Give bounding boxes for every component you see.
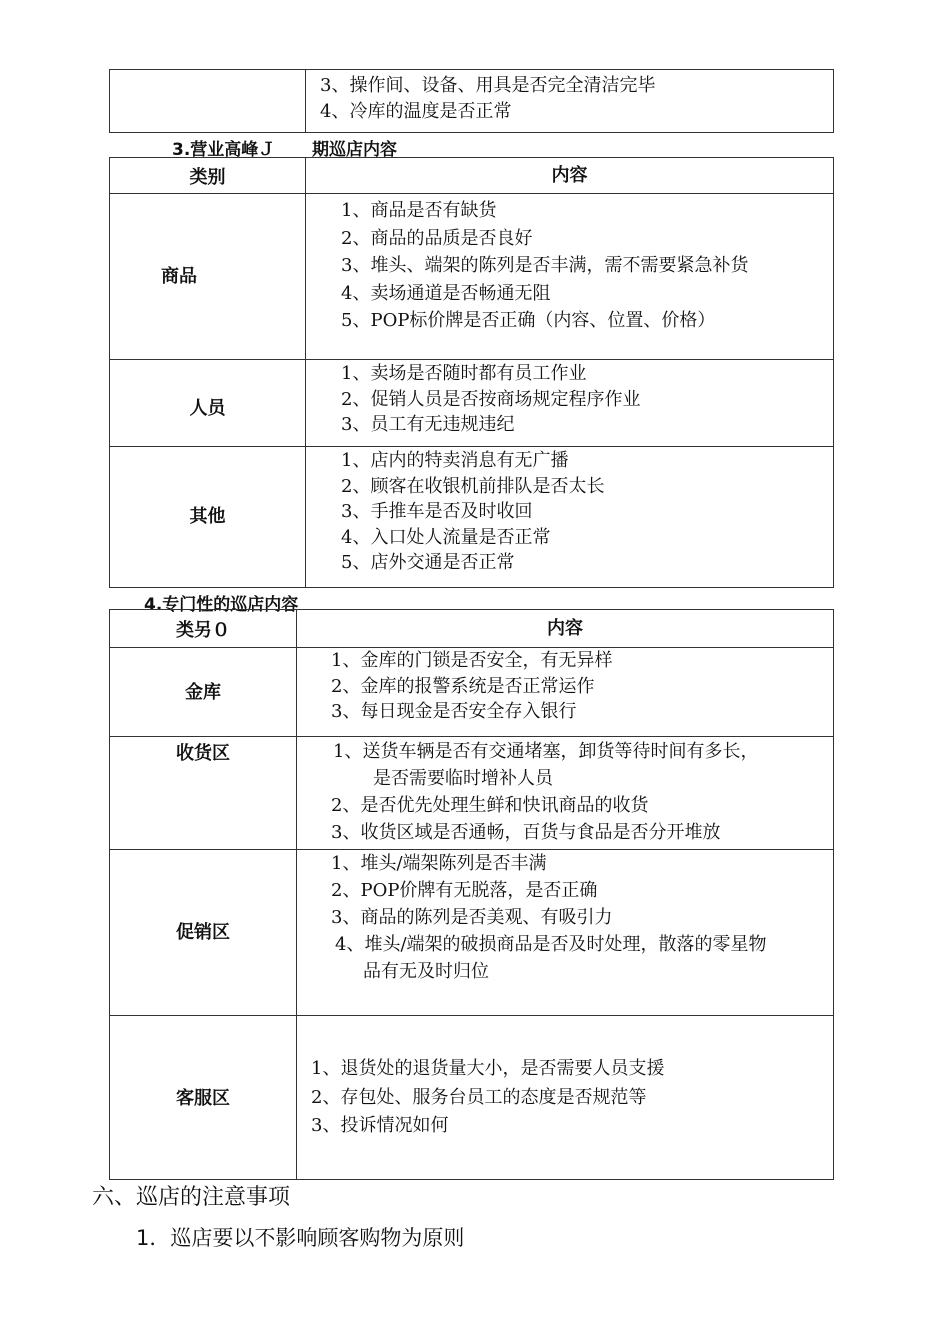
header-category: 类另０ <box>110 610 297 647</box>
content-line: 1、卖场是否随时都有员工作业 <box>341 363 587 384</box>
content-cell <box>306 194 833 359</box>
table-header-row <box>110 158 833 193</box>
content-line: 1、店内的特卖消息有无广播 <box>341 450 569 471</box>
category-cell <box>110 1016 297 1179</box>
content-line: 1、送货车辆是否有交通堵塞，卸货等待时间有多长， <box>333 741 759 762</box>
content-line: 3、商品的陈列是否美观、有吸引力 <box>331 907 613 928</box>
content-line: 3、堆头、端架的陈列是否丰满，需不需要紧急补货 <box>341 255 749 276</box>
table-header-row <box>110 610 833 647</box>
category-cell <box>110 648 297 736</box>
content-line: 3、收货区域是否通畅，百货与食品是否分开堆放 <box>331 822 721 843</box>
content-cell <box>297 850 833 1015</box>
category-label: 收货区 <box>176 743 230 764</box>
category-cell <box>110 194 306 359</box>
content-line: 2、商品的品质是否良好 <box>341 227 533 249</box>
category-cell <box>110 70 306 132</box>
content-cell <box>297 648 833 736</box>
content-cell <box>297 1016 833 1179</box>
header-content: 内容 <box>547 617 583 639</box>
table-row <box>110 446 833 587</box>
section-3-title-right: 期巡店内容 <box>312 140 397 160</box>
content-line: 3、操作间、设备、用具是否完全清洁完毕 <box>320 75 656 96</box>
content-line: 2、POP价牌有无脱落，是否正确 <box>331 880 598 901</box>
content-cell <box>306 447 833 587</box>
section-6-heading: 六、巡店的注意事项 <box>92 1185 291 1210</box>
content-line: 3、投诉情况如何 <box>311 1115 449 1136</box>
table-row <box>110 849 833 1015</box>
content-line: 1、堆头/端架陈列是否丰满 <box>331 853 547 874</box>
header-category: 类别 <box>110 158 306 193</box>
category-label: 促销区 <box>176 921 230 943</box>
header-content: 内容 <box>551 164 588 186</box>
content-line: 5、POP标价牌是否正确（内容、位置、价格） <box>341 310 716 331</box>
content-line: 2、是否优先处理生鲜和快讯商品的收货 <box>331 795 649 816</box>
content-line: 是否需要临时增补人员 <box>373 768 553 789</box>
content-line: 品有无及时归位 <box>363 961 489 982</box>
table-row <box>110 70 833 132</box>
category-label: 商品 <box>161 265 197 287</box>
special-patrol-table <box>109 609 834 1180</box>
category-label: 金库 <box>185 682 221 703</box>
content-line: 2、顾客在收银机前排队是否太长 <box>341 475 605 497</box>
category-cell <box>110 850 297 1015</box>
category-cell <box>110 360 306 446</box>
content-line: 2、金库的报警系统是否正常运作 <box>331 675 595 697</box>
content-line: 4、卖场通道是否畅通无阻 <box>341 282 551 304</box>
continuation-table <box>109 69 834 133</box>
category-cell <box>110 737 297 849</box>
content-line: 4、堆头/端架的破损商品是否及时处理，散落的零星物 <box>335 934 767 955</box>
content-line: 4、入口处人流量是否正常 <box>341 526 551 548</box>
content-cell <box>297 737 833 849</box>
table-row <box>110 193 833 359</box>
content-line: 3、手推车是否及时收回 <box>341 501 533 522</box>
section-4-title: 4.专门性的巡店内容 <box>144 595 299 615</box>
content-line: 2、存包处、服务台员工的态度是否规范等 <box>311 1086 647 1108</box>
category-cell <box>110 447 306 587</box>
content-cell <box>306 70 833 132</box>
section-3-title-left: 3.营业高峰Ｊ <box>172 140 276 160</box>
table-row <box>110 736 833 849</box>
content-line: 1、金库的门锁是否安全，有无异样 <box>331 650 613 671</box>
content-line: 4、冷库的温度是否正常 <box>320 101 512 122</box>
content-line: 3、员工有无违规违纪 <box>341 414 515 435</box>
category-label: 人员 <box>189 398 226 419</box>
content-line: 3、每日现金是否安全存入银行 <box>331 701 577 722</box>
content-line: 5、店外交通是否正常 <box>341 552 515 573</box>
category-label: 客服区 <box>176 1087 230 1109</box>
section-6-item: 1．巡店要以不影响顾客购物为原则 <box>136 1226 465 1250</box>
content-line: 2、促销人员是否按商场规定程序作业 <box>341 388 641 410</box>
category-label: 其他 <box>189 506 226 527</box>
content-cell <box>306 360 833 446</box>
peak-hours-table <box>109 157 834 588</box>
table-row <box>110 647 833 736</box>
table-row <box>110 359 833 446</box>
content-line: 1、退货处的退货量大小，是否需要人员支援 <box>311 1058 665 1079</box>
table-row <box>110 1015 833 1179</box>
content-line: 1、商品是否有缺货 <box>341 200 497 221</box>
